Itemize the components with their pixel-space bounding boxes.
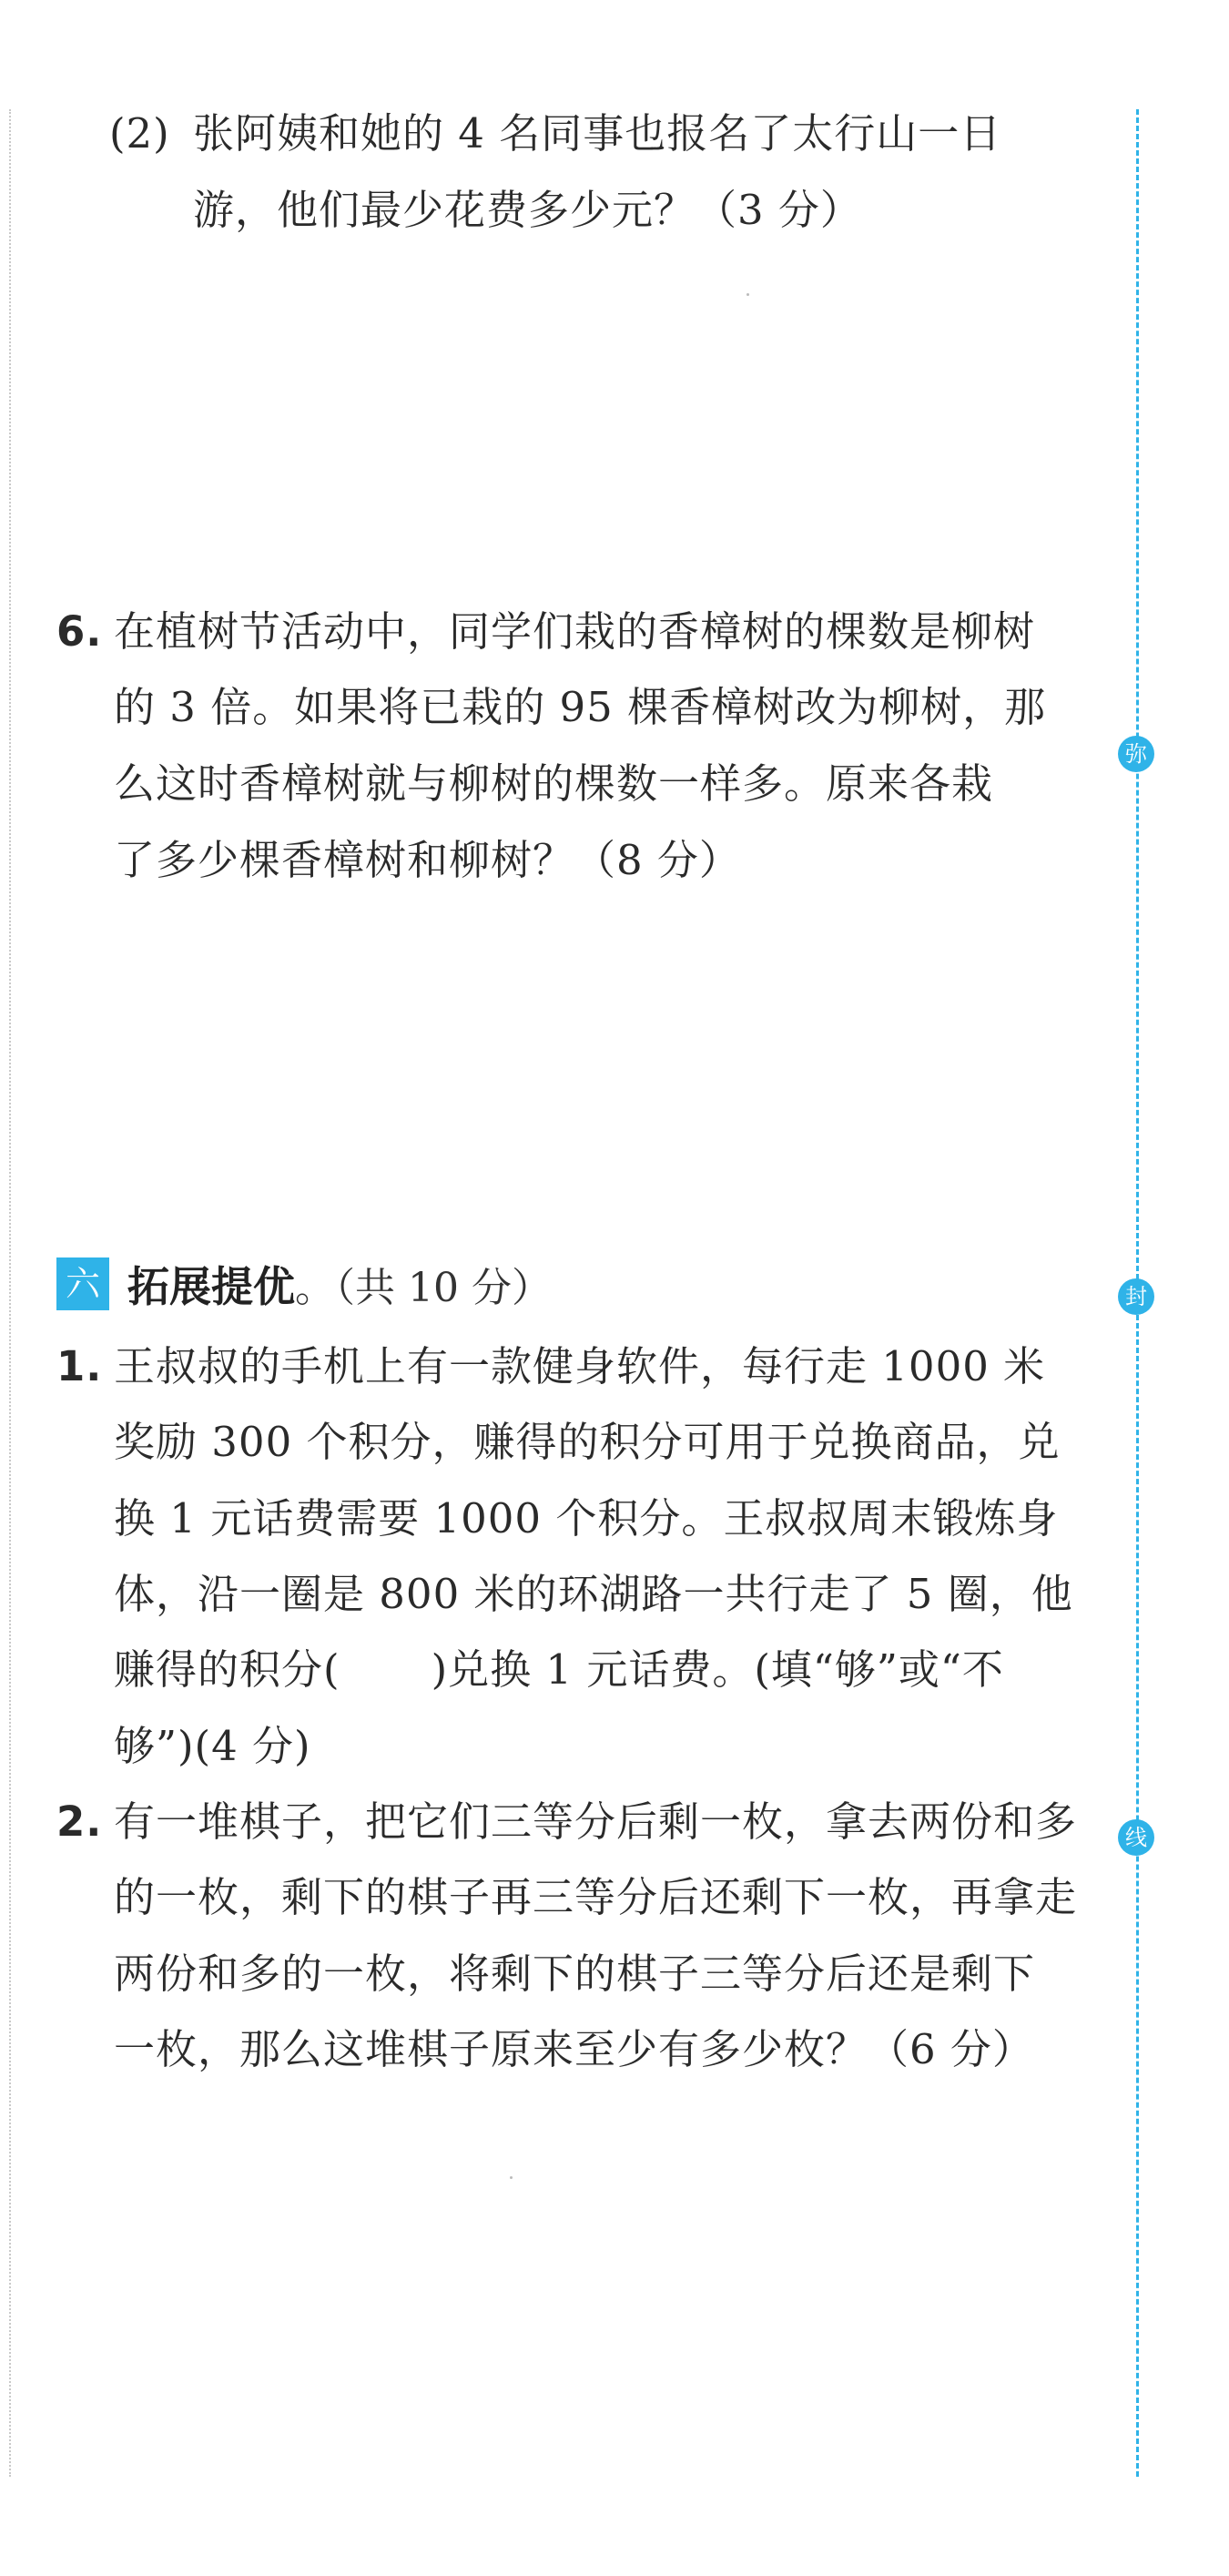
question-text-line: 在植树节活动中，同学们栽的香樟树的棵数是柳树 [114, 607, 1036, 656]
seal-mark-mi: 弥 [1118, 736, 1154, 772]
question-text-fragment: 赚得的积分( [114, 1645, 340, 1694]
question-text-line: 奖励 300 个积分，赚得的积分可用于兑换商品，兑 [114, 1418, 1061, 1466]
question-text-line: 两份和多的一枚，将剩下的棋子三等分后还是剩下 [114, 1950, 1036, 1998]
question-text-line: 么这时香樟树就与柳树的棵数一样多。原来各栽 [114, 759, 994, 808]
paper-speck [510, 2176, 513, 2179]
question-text-line: 体，沿一圈是 800 米的环湖路一共行走了 5 圈，他 [114, 1570, 1073, 1618]
section-number-badge: 六 [56, 1257, 109, 1310]
seal-mark-xian: 线 [1118, 1819, 1154, 1856]
question-text-line: 张阿姨和她的 4 名同事也报名了太行山一日 [193, 109, 1002, 158]
section-score: 。（共 10 分） [295, 1265, 552, 1311]
question-number: 6. [56, 607, 103, 656]
question-text-line: 的一枚，剩下的棋子再三等分后还剩下一枚，再拿走 [114, 1873, 1078, 1921]
subquestion-label: (2) [109, 109, 170, 158]
section-heading [56, 1255, 552, 1313]
question-text-line: 游，他们最少花费多少元？（3 分） [193, 186, 862, 234]
question-text-line: 王叔叔的手机上有一款健身软件，每行走 1000 米 [114, 1342, 1046, 1390]
section-title: 拓展提优 [127, 1262, 295, 1311]
question-number: 2. [56, 1797, 103, 1846]
question-text-fragment: )兑换 1 元话费。(填“够”或“不 [431, 1645, 1004, 1694]
question-text-line: 换 1 元话费需要 1000 个积分。王叔叔周末锻炼身 [114, 1494, 1059, 1543]
question-text-line: 够”)(4 分) [114, 1722, 311, 1770]
question-text-line [114, 1634, 1004, 1705]
question-text-line: 有一堆棋子，把它们三等分后剩一枚，拿去两份和多 [114, 1797, 1078, 1846]
question-number: 1. [56, 1342, 103, 1390]
paper-speck [747, 293, 749, 296]
question-text-line: 的 3 倍。如果将已栽的 95 棵香樟树改为柳树，那 [114, 683, 1047, 731]
seal-mark-feng: 封 [1118, 1278, 1154, 1315]
left-margin-rule [9, 109, 11, 2477]
question-text-line: 了多少棵香樟树和柳树？（8 分） [114, 836, 741, 884]
question-text-line: 一枚，那么这堆棋子原来至少有多少枚？（6 分） [114, 2025, 1034, 2073]
